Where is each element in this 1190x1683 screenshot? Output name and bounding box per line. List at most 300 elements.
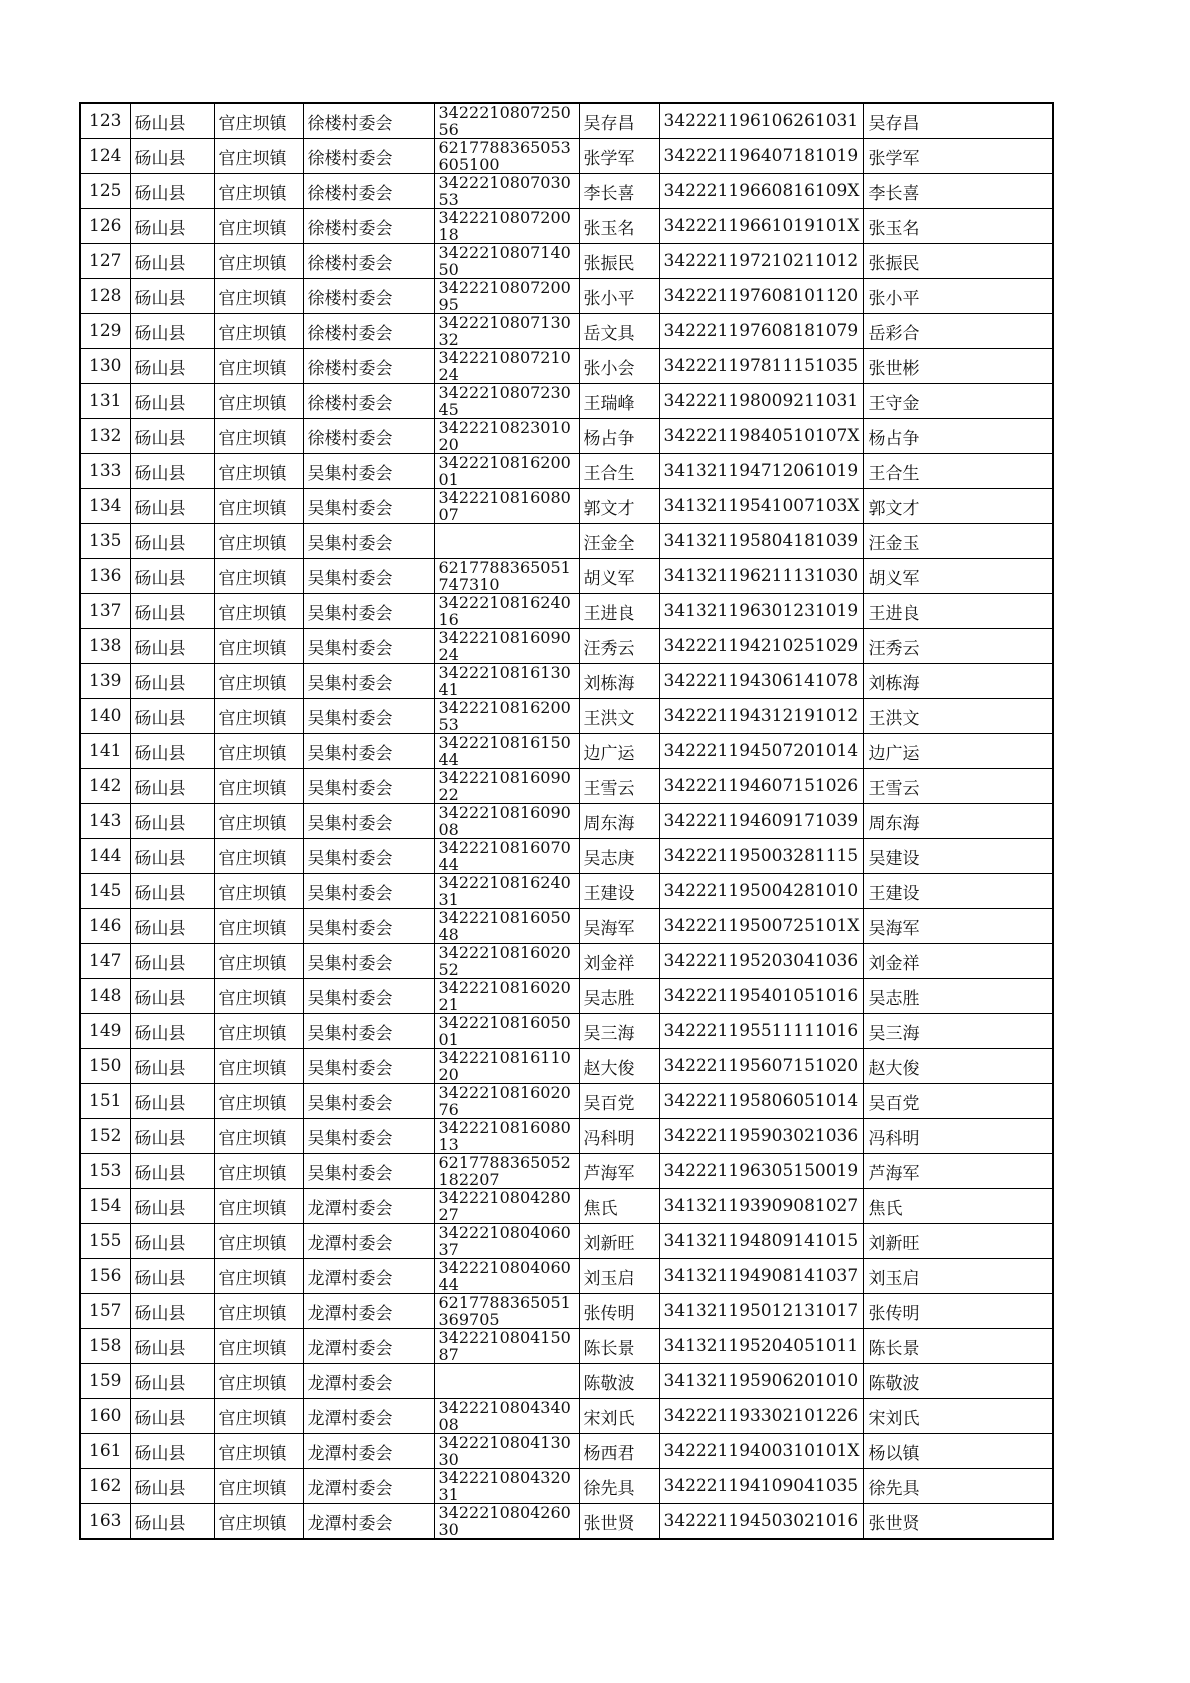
town-cell: 官庄坝镇 <box>214 1084 303 1119</box>
payee-name-cell: 胡义军 <box>864 559 1053 594</box>
town-cell: 官庄坝镇 <box>214 139 303 174</box>
name-cell: 张小平 <box>579 279 659 314</box>
row-number-cell: 132 <box>80 419 130 454</box>
table-row <box>80 1469 1053 1504</box>
name-cell: 张传明 <box>579 1294 659 1329</box>
county-cell: 砀山县 <box>130 1119 214 1154</box>
id-number-cell: 341321196301231019 <box>659 594 864 629</box>
account-number-cell <box>434 174 579 209</box>
town-cell: 官庄坝镇 <box>214 419 303 454</box>
name-cell: 刘新旺 <box>579 1224 659 1259</box>
payee-name-cell: 吴海军 <box>864 909 1053 944</box>
account-number-cell <box>434 454 579 489</box>
account-number-cell <box>434 1259 579 1294</box>
row-number-cell: 142 <box>80 769 130 804</box>
county-cell: 砀山县 <box>130 699 214 734</box>
id-number-cell: 341321195804181039 <box>659 524 864 559</box>
name-cell: 杨西君 <box>579 1434 659 1469</box>
account-number-cell <box>434 1294 579 1329</box>
town-cell: 官庄坝镇 <box>214 279 303 314</box>
town-cell: 官庄坝镇 <box>214 1119 303 1154</box>
payee-name-cell: 张振民 <box>864 244 1053 279</box>
account-number-text: 342221080428027 <box>438 1188 571 1224</box>
row-number-cell: 145 <box>80 874 130 909</box>
town-cell: 官庄坝镇 <box>214 384 303 419</box>
row-number-cell: 148 <box>80 979 130 1014</box>
payee-name-cell: 赵大俊 <box>864 1049 1053 1084</box>
row-number-cell: 163 <box>80 1504 130 1540</box>
town-cell: 官庄坝镇 <box>214 1259 303 1294</box>
row-number-cell: 153 <box>80 1154 130 1189</box>
county-cell: 砀山县 <box>130 559 214 594</box>
id-number-cell: 341321193909081027 <box>659 1189 864 1224</box>
table-row <box>80 349 1053 384</box>
town-cell: 官庄坝镇 <box>214 209 303 244</box>
account-number-cell <box>434 804 579 839</box>
table-row <box>80 664 1053 699</box>
account-number-cell <box>434 1049 579 1084</box>
county-cell: 砀山县 <box>130 524 214 559</box>
county-cell: 砀山县 <box>130 664 214 699</box>
payee-name-cell: 焦氏 <box>864 1189 1053 1224</box>
table-row <box>80 909 1053 944</box>
village-committee-cell: 龙潭村委会 <box>303 1329 434 1364</box>
id-number-cell: 341321195906201010 <box>659 1364 864 1399</box>
account-number-text: 342221081611020 <box>438 1048 571 1084</box>
id-number-cell: 342221196407181019 <box>659 139 864 174</box>
county-cell: 砀山县 <box>130 1364 214 1399</box>
payee-name-cell: 周东海 <box>864 804 1053 839</box>
table-row <box>80 1399 1053 1434</box>
name-cell: 张玉名 <box>579 209 659 244</box>
table-row <box>80 1294 1053 1329</box>
name-cell: 刘玉启 <box>579 1259 659 1294</box>
town-cell: 官庄坝镇 <box>214 734 303 769</box>
row-number-cell: 127 <box>80 244 130 279</box>
village-committee-cell: 龙潭村委会 <box>303 1399 434 1434</box>
table-row <box>80 559 1053 594</box>
village-committee-cell: 吴集村委会 <box>303 699 434 734</box>
town-cell: 官庄坝镇 <box>214 769 303 804</box>
row-number-cell: 161 <box>80 1434 130 1469</box>
town-cell: 官庄坝镇 <box>214 944 303 979</box>
account-number-text: 342221081602021 <box>438 978 571 1014</box>
account-number-cell <box>434 699 579 734</box>
row-number-cell: 160 <box>80 1399 130 1434</box>
village-committee-cell: 吴集村委会 <box>303 629 434 664</box>
table-row <box>80 944 1053 979</box>
id-number-cell: 342221195607151020 <box>659 1049 864 1084</box>
payee-name-cell: 刘新旺 <box>864 1224 1053 1259</box>
account-number-cell <box>434 244 579 279</box>
village-committee-cell: 徐楼村委会 <box>303 349 434 384</box>
name-cell: 吴志庚 <box>579 839 659 874</box>
table-row <box>80 874 1053 909</box>
id-number-cell: 342221193302101226 <box>659 1399 864 1434</box>
name-cell: 王进良 <box>579 594 659 629</box>
county-cell: 砀山县 <box>130 349 214 384</box>
account-number-cell <box>434 103 579 139</box>
county-cell: 砀山县 <box>130 1154 214 1189</box>
account-number-cell <box>434 1189 579 1224</box>
county-cell: 砀山县 <box>130 979 214 1014</box>
name-cell: 胡义军 <box>579 559 659 594</box>
row-number-cell: 136 <box>80 559 130 594</box>
table-row <box>80 839 1053 874</box>
id-number-cell: 342221195003281115 <box>659 839 864 874</box>
town-cell: 官庄坝镇 <box>214 1469 303 1504</box>
payee-name-cell: 张玉名 <box>864 209 1053 244</box>
account-number-cell <box>434 769 579 804</box>
payee-name-cell: 刘栋海 <box>864 664 1053 699</box>
town-cell: 官庄坝镇 <box>214 1399 303 1434</box>
account-number-text: 342221080703053 <box>438 173 571 209</box>
row-number-cell: 139 <box>80 664 130 699</box>
id-number-cell: 341321196211131030 <box>659 559 864 594</box>
payee-name-cell: 吴志胜 <box>864 979 1053 1014</box>
table-row <box>80 1329 1053 1364</box>
county-cell: 砀山县 <box>130 1434 214 1469</box>
id-number-cell: 342221196106261031 <box>659 103 864 139</box>
row-number-cell: 151 <box>80 1084 130 1119</box>
row-number-cell: 152 <box>80 1119 130 1154</box>
name-cell: 王雪云 <box>579 769 659 804</box>
account-number-text: 6217788365051369705 <box>438 1293 571 1329</box>
table-row <box>80 419 1053 454</box>
table-row <box>80 279 1053 314</box>
id-number-cell: 342221195203041036 <box>659 944 864 979</box>
row-number-cell: 135 <box>80 524 130 559</box>
id-number-cell: 342221194609171039 <box>659 804 864 839</box>
village-committee-cell: 徐楼村委会 <box>303 174 434 209</box>
payee-name-cell: 吴建设 <box>864 839 1053 874</box>
table-row <box>80 979 1053 1014</box>
payee-name-cell: 吴存昌 <box>864 103 1053 139</box>
account-number-text: 342221080406037 <box>438 1223 571 1259</box>
row-number-cell: 134 <box>80 489 130 524</box>
village-committee-cell: 吴集村委会 <box>303 664 434 699</box>
county-cell: 砀山县 <box>130 629 214 664</box>
row-number-cell: 140 <box>80 699 130 734</box>
account-number-text: 342221081609008 <box>438 803 571 839</box>
town-cell: 官庄坝镇 <box>214 454 303 489</box>
account-number-cell <box>434 489 579 524</box>
table-row <box>80 1014 1053 1049</box>
name-cell: 徐先具 <box>579 1469 659 1504</box>
payee-name-cell: 陈长景 <box>864 1329 1053 1364</box>
account-number-cell <box>434 1224 579 1259</box>
account-number-cell <box>434 874 579 909</box>
county-cell: 砀山县 <box>130 909 214 944</box>
row-number-cell: 156 <box>80 1259 130 1294</box>
county-cell: 砀山县 <box>130 279 214 314</box>
account-number-text: 342221081624031 <box>438 873 571 909</box>
name-cell: 王瑞峰 <box>579 384 659 419</box>
payee-name-cell: 边广运 <box>864 734 1053 769</box>
data-table <box>79 102 1054 1540</box>
town-cell: 官庄坝镇 <box>214 103 303 139</box>
name-cell: 陈长景 <box>579 1329 659 1364</box>
town-cell: 官庄坝镇 <box>214 244 303 279</box>
village-committee-cell: 龙潭村委会 <box>303 1224 434 1259</box>
name-cell: 张世贤 <box>579 1504 659 1540</box>
account-number-text: 342221081609022 <box>438 768 571 804</box>
village-committee-cell: 龙潭村委会 <box>303 1259 434 1294</box>
county-cell: 砀山县 <box>130 1399 214 1434</box>
account-number-cell <box>434 349 579 384</box>
town-cell: 官庄坝镇 <box>214 489 303 524</box>
row-number-cell: 146 <box>80 909 130 944</box>
payee-name-cell: 王雪云 <box>864 769 1053 804</box>
town-cell: 官庄坝镇 <box>214 804 303 839</box>
id-number-cell: 341321194712061019 <box>659 454 864 489</box>
row-number-cell: 133 <box>80 454 130 489</box>
name-cell: 郭文才 <box>579 489 659 524</box>
town-cell: 官庄坝镇 <box>214 1154 303 1189</box>
table-row <box>80 384 1053 419</box>
village-committee-cell: 吴集村委会 <box>303 1119 434 1154</box>
id-number-cell: 342221197608181079 <box>659 314 864 349</box>
county-cell: 砀山县 <box>130 1049 214 1084</box>
name-cell: 冯科明 <box>579 1119 659 1154</box>
name-cell: 赵大俊 <box>579 1049 659 1084</box>
row-number-cell: 149 <box>80 1014 130 1049</box>
table-row <box>80 629 1053 664</box>
account-number-text: 6217788365053605100 <box>438 138 571 174</box>
name-cell: 王合生 <box>579 454 659 489</box>
payee-name-cell: 汪秀云 <box>864 629 1053 664</box>
table-row <box>80 139 1053 174</box>
table-row <box>80 769 1053 804</box>
account-number-text: 342221081620001 <box>438 453 571 489</box>
village-committee-cell: 吴集村委会 <box>303 524 434 559</box>
county-cell: 砀山县 <box>130 489 214 524</box>
account-number-cell <box>434 524 579 559</box>
payee-name-cell: 杨以镇 <box>864 1434 1053 1469</box>
row-number-cell: 159 <box>80 1364 130 1399</box>
id-number-cell: 342221197811151035 <box>659 349 864 384</box>
table-body <box>80 103 1053 1539</box>
village-committee-cell: 徐楼村委会 <box>303 139 434 174</box>
name-cell: 吴志胜 <box>579 979 659 1014</box>
town-cell: 官庄坝镇 <box>214 1364 303 1399</box>
table-row <box>80 454 1053 489</box>
account-number-text: 342221081624016 <box>438 593 571 629</box>
town-cell: 官庄坝镇 <box>214 699 303 734</box>
row-number-cell: 141 <box>80 734 130 769</box>
row-number-cell: 125 <box>80 174 130 209</box>
county-cell: 砀山县 <box>130 1504 214 1540</box>
payee-name-cell: 郭文才 <box>864 489 1053 524</box>
id-number-cell: 342221195511111016 <box>659 1014 864 1049</box>
town-cell: 官庄坝镇 <box>214 524 303 559</box>
account-number-text: 342221080713032 <box>438 313 571 349</box>
account-number-text: 342221080725056 <box>438 103 571 139</box>
county-cell: 砀山县 <box>130 839 214 874</box>
table-row <box>80 1364 1053 1399</box>
town-cell: 官庄坝镇 <box>214 979 303 1014</box>
id-number-cell: 341321195012131017 <box>659 1294 864 1329</box>
payee-name-cell: 张世彬 <box>864 349 1053 384</box>
account-number-cell <box>434 1014 579 1049</box>
row-number-cell: 131 <box>80 384 130 419</box>
id-number-cell: 341321194809141015 <box>659 1224 864 1259</box>
account-number-text: 342221080406044 <box>438 1258 571 1294</box>
village-committee-cell: 吴集村委会 <box>303 1084 434 1119</box>
id-number-cell: 341321195204051011 <box>659 1329 864 1364</box>
town-cell: 官庄坝镇 <box>214 174 303 209</box>
payee-name-cell: 张学军 <box>864 139 1053 174</box>
county-cell: 砀山县 <box>130 734 214 769</box>
town-cell: 官庄坝镇 <box>214 664 303 699</box>
county-cell: 砀山县 <box>130 1014 214 1049</box>
row-number-cell: 129 <box>80 314 130 349</box>
name-cell: 张小会 <box>579 349 659 384</box>
table-row <box>80 594 1053 629</box>
town-cell: 官庄坝镇 <box>214 629 303 664</box>
name-cell: 王洪文 <box>579 699 659 734</box>
payee-name-cell: 张世贤 <box>864 1504 1053 1540</box>
id-number-cell: 342221195004281010 <box>659 874 864 909</box>
county-cell: 砀山县 <box>130 874 214 909</box>
payee-name-cell: 张传明 <box>864 1294 1053 1329</box>
town-cell: 官庄坝镇 <box>214 909 303 944</box>
row-number-cell: 143 <box>80 804 130 839</box>
village-committee-cell: 吴集村委会 <box>303 839 434 874</box>
village-committee-cell: 吴集村委会 <box>303 1014 434 1049</box>
town-cell: 官庄坝镇 <box>214 594 303 629</box>
account-number-text: 342221080721024 <box>438 348 571 384</box>
name-cell: 边广运 <box>579 734 659 769</box>
id-number-cell: 342221194109041035 <box>659 1469 864 1504</box>
name-cell: 汪秀云 <box>579 629 659 664</box>
account-number-text: 342221081608013 <box>438 1118 571 1154</box>
payee-name-cell: 吴百党 <box>864 1084 1053 1119</box>
table-row <box>80 734 1053 769</box>
village-committee-cell: 龙潭村委会 <box>303 1504 434 1540</box>
town-cell: 官庄坝镇 <box>214 1504 303 1540</box>
id-number-cell: 342221194607151026 <box>659 769 864 804</box>
account-number-cell <box>434 1364 579 1399</box>
town-cell: 官庄坝镇 <box>214 314 303 349</box>
village-committee-cell: 吴集村委会 <box>303 944 434 979</box>
row-number-cell: 126 <box>80 209 130 244</box>
village-committee-cell: 徐楼村委会 <box>303 384 434 419</box>
village-committee-cell: 吴集村委会 <box>303 1049 434 1084</box>
account-number-text: 342221081609024 <box>438 628 571 664</box>
id-number-cell: 342221194210251029 <box>659 629 864 664</box>
row-number-cell: 144 <box>80 839 130 874</box>
village-committee-cell: 徐楼村委会 <box>303 279 434 314</box>
village-committee-cell: 吴集村委会 <box>303 489 434 524</box>
account-number-text: 342221081613041 <box>438 663 571 699</box>
village-committee-cell: 龙潭村委会 <box>303 1189 434 1224</box>
village-committee-cell: 徐楼村委会 <box>303 103 434 139</box>
account-number-text: 342221081605048 <box>438 908 571 944</box>
account-number-cell <box>434 734 579 769</box>
table-row <box>80 244 1053 279</box>
town-cell: 官庄坝镇 <box>214 559 303 594</box>
account-number-cell <box>434 1329 579 1364</box>
village-committee-cell: 龙潭村委会 <box>303 1469 434 1504</box>
county-cell: 砀山县 <box>130 1189 214 1224</box>
town-cell: 官庄坝镇 <box>214 1294 303 1329</box>
payee-name-cell: 张小平 <box>864 279 1053 314</box>
name-cell: 刘栋海 <box>579 664 659 699</box>
payee-name-cell: 杨占争 <box>864 419 1053 454</box>
name-cell: 芦海军 <box>579 1154 659 1189</box>
county-cell: 砀山县 <box>130 244 214 279</box>
account-number-text: 342221081605001 <box>438 1013 571 1049</box>
county-cell: 砀山县 <box>130 944 214 979</box>
county-cell: 砀山县 <box>130 1224 214 1259</box>
village-committee-cell: 徐楼村委会 <box>303 314 434 349</box>
account-number-text: 342221082301020 <box>438 418 571 454</box>
town-cell: 官庄坝镇 <box>214 1224 303 1259</box>
account-number-text: 342221080723045 <box>438 383 571 419</box>
name-cell: 吴海军 <box>579 909 659 944</box>
id-number-cell: 342221196305150019 <box>659 1154 864 1189</box>
payee-name-cell: 汪金玉 <box>864 524 1053 559</box>
county-cell: 砀山县 <box>130 314 214 349</box>
table-row <box>80 174 1053 209</box>
row-number-cell: 154 <box>80 1189 130 1224</box>
id-number-cell: 34222119500725101X <box>659 909 864 944</box>
id-number-cell: 342221197210211012 <box>659 244 864 279</box>
name-cell: 张振民 <box>579 244 659 279</box>
village-committee-cell: 徐楼村委会 <box>303 244 434 279</box>
payee-name-cell: 刘玉启 <box>864 1259 1053 1294</box>
table-row <box>80 1434 1053 1469</box>
row-number-cell: 147 <box>80 944 130 979</box>
county-cell: 砀山县 <box>130 1084 214 1119</box>
table-row <box>80 489 1053 524</box>
county-cell: 砀山县 <box>130 139 214 174</box>
town-cell: 官庄坝镇 <box>214 874 303 909</box>
account-number-cell <box>434 384 579 419</box>
account-number-cell <box>434 1119 579 1154</box>
village-committee-cell: 龙潭村委会 <box>303 1364 434 1399</box>
account-number-text: 342221081608007 <box>438 488 571 524</box>
payee-name-cell: 吴三海 <box>864 1014 1053 1049</box>
table-row <box>80 103 1053 139</box>
id-number-cell: 342221194507201014 <box>659 734 864 769</box>
account-number-text: 6217788365051747310 <box>438 558 571 594</box>
table-row <box>80 1259 1053 1294</box>
payee-name-cell: 王守金 <box>864 384 1053 419</box>
id-number-cell: 342221194312191012 <box>659 699 864 734</box>
id-number-cell: 342221194503021016 <box>659 1504 864 1540</box>
account-number-cell <box>434 594 579 629</box>
county-cell: 砀山县 <box>130 174 214 209</box>
village-committee-cell: 徐楼村委会 <box>303 419 434 454</box>
account-number-text: 342221080426030 <box>438 1503 571 1539</box>
payee-name-cell: 王洪文 <box>864 699 1053 734</box>
account-number-text: 342221080720095 <box>438 278 571 314</box>
county-cell: 砀山县 <box>130 454 214 489</box>
account-number-text: 342221080432031 <box>438 1468 571 1504</box>
account-number-cell <box>434 1504 579 1540</box>
county-cell: 砀山县 <box>130 804 214 839</box>
table-row <box>80 1504 1053 1540</box>
account-number-text: 342221080720018 <box>438 208 571 244</box>
name-cell: 吴百党 <box>579 1084 659 1119</box>
town-cell: 官庄坝镇 <box>214 1014 303 1049</box>
payee-name-cell: 王进良 <box>864 594 1053 629</box>
name-cell: 王建设 <box>579 874 659 909</box>
county-cell: 砀山县 <box>130 1259 214 1294</box>
name-cell: 张学军 <box>579 139 659 174</box>
